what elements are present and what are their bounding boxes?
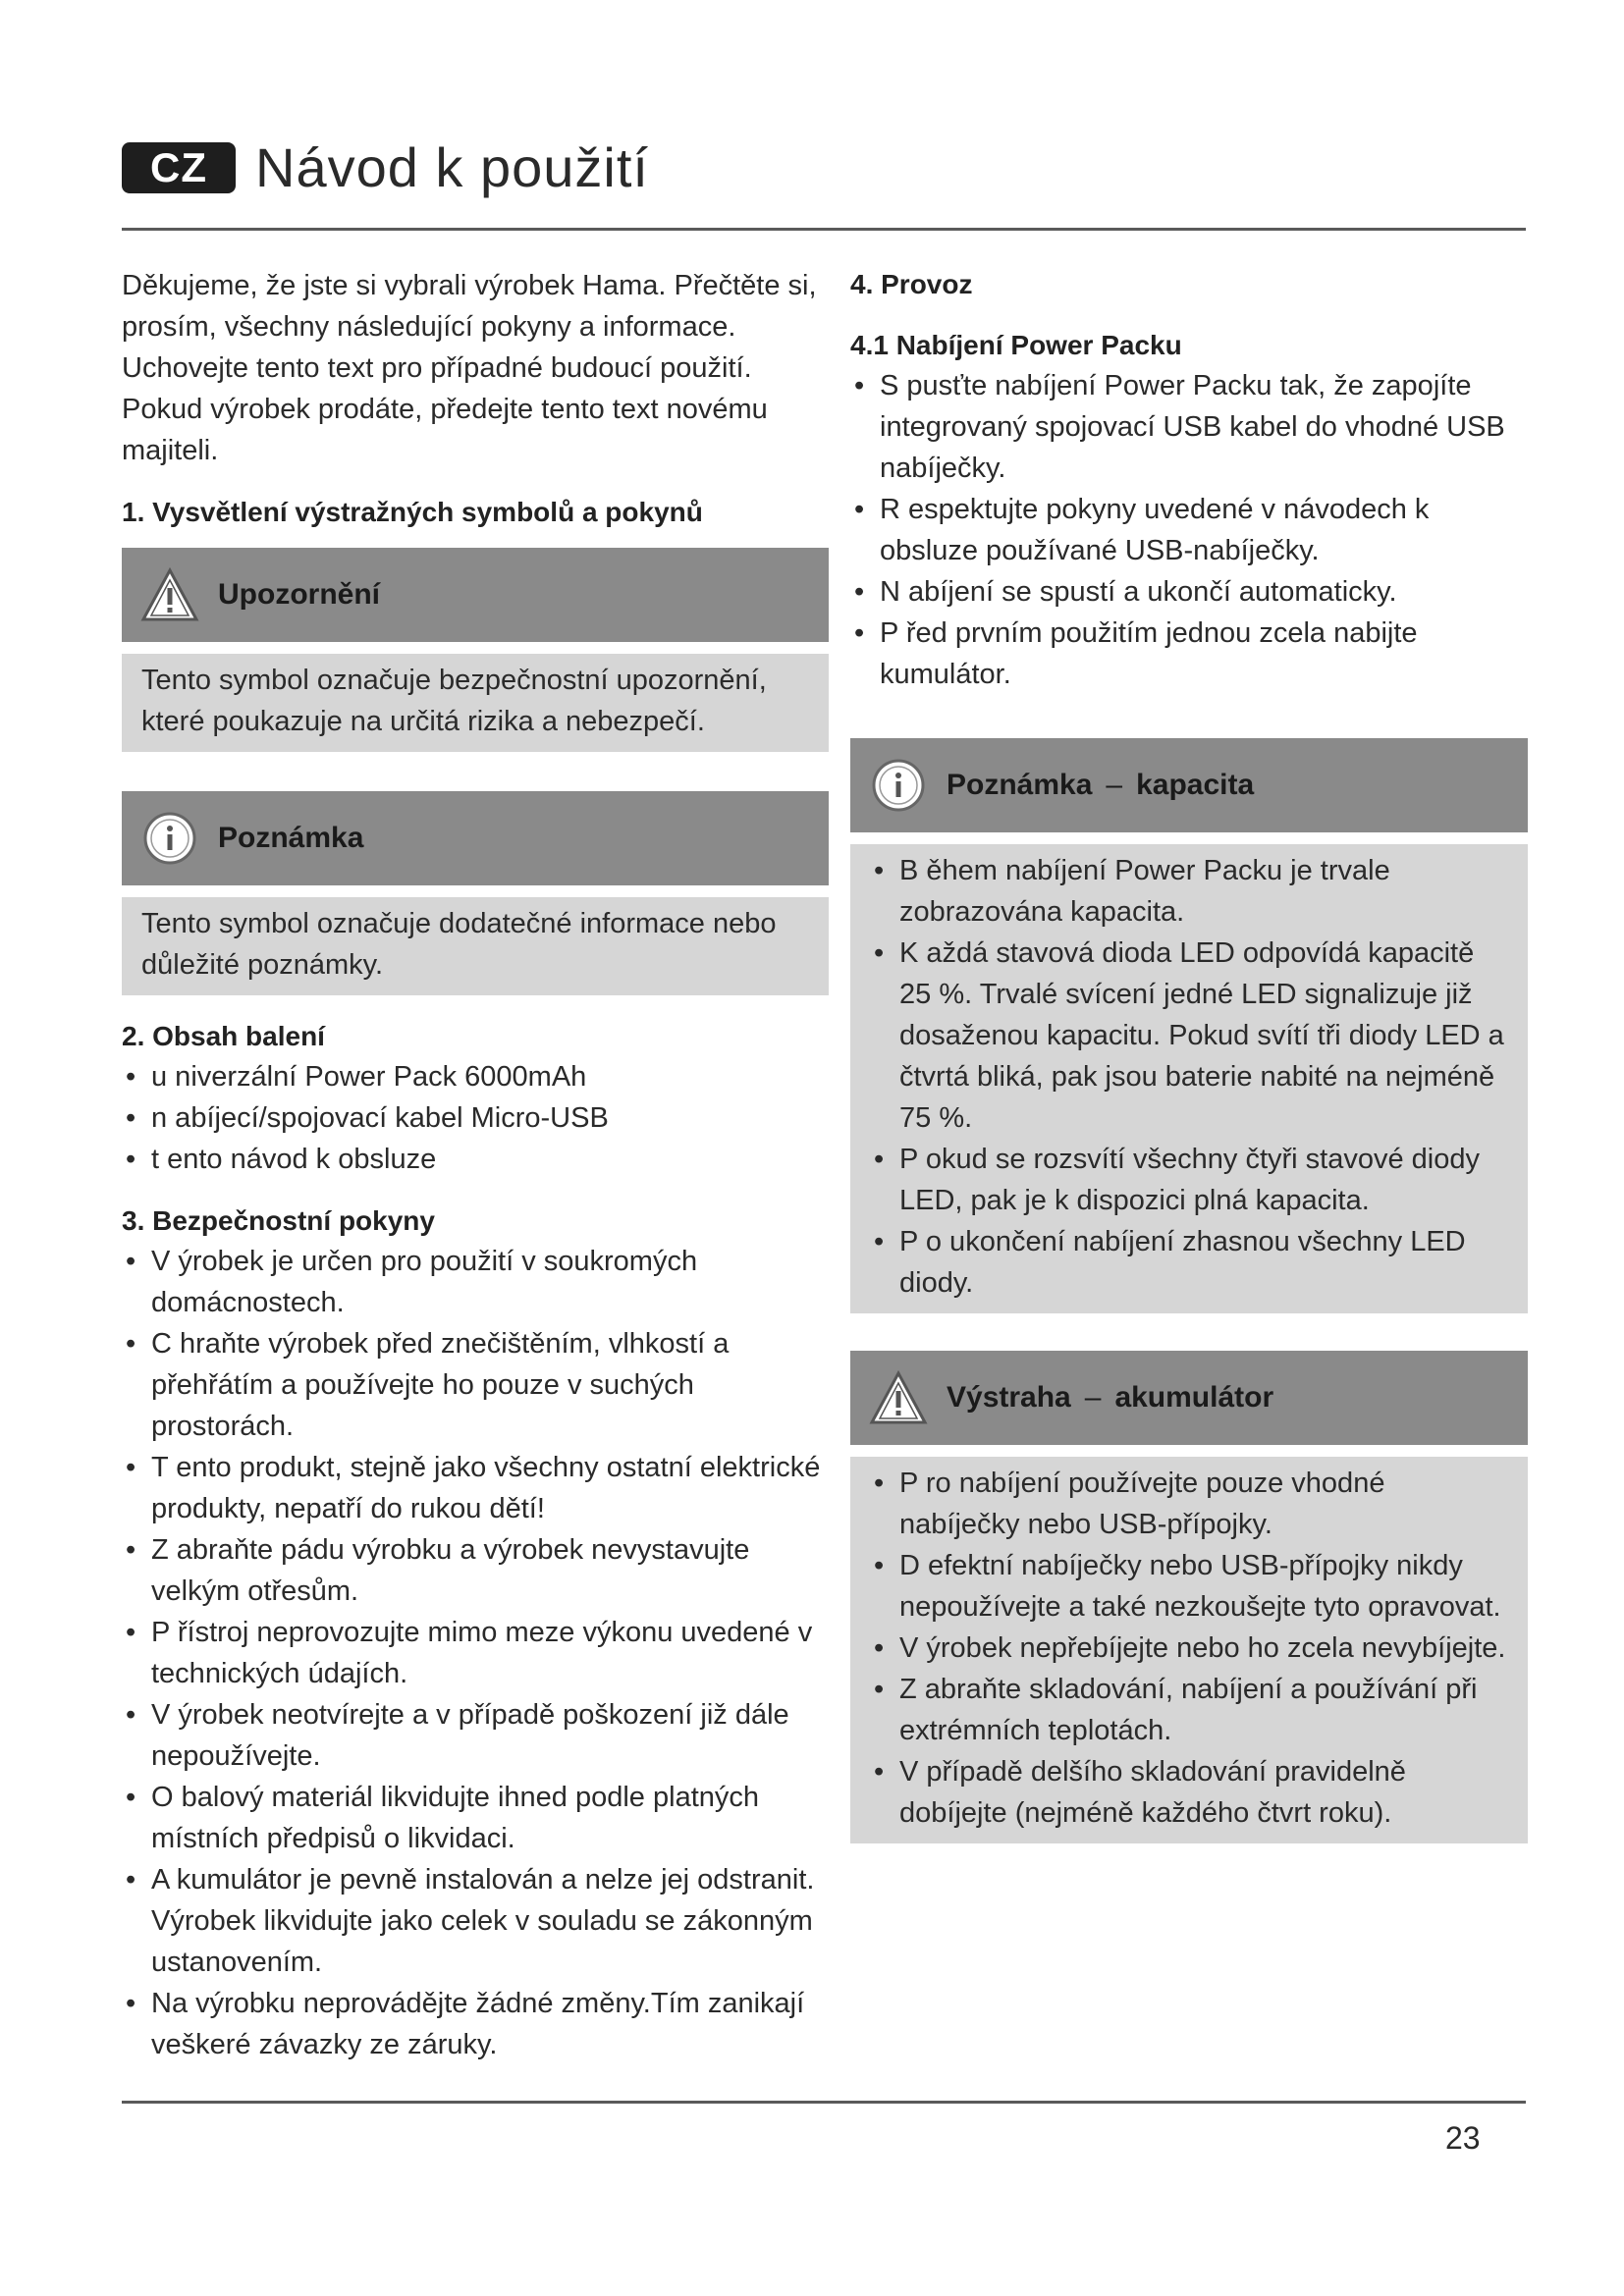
header-divider <box>122 228 1526 231</box>
list-item: • V ýrobek nepřebíjejte nebo ho zcela nevybíjejte. <box>870 1628 1510 1669</box>
right-column <box>850 265 1528 1843</box>
list-item: • P řed prvním použitím jednou zcela nabijte kumulátor. <box>850 613 1528 695</box>
list-item: • S pusťte nabíjení Power Packu tak, že zapojíte integrovaný spojovací USB kabel do vhodné USB nabíječky. <box>850 365 1528 489</box>
left-column <box>122 265 829 2065</box>
warning-box-body: Tento symbol označuje bezpečnostní upozornění, které poukazuje na určitá rizika a nebezpečí. <box>122 654 829 752</box>
list-item: • Z abraňte pádu výrobku a výrobek nevystavujte velkým otřesům. <box>122 1529 829 1612</box>
section-3-heading: 3. Bezpečnostní pokyny <box>122 1205 435 1236</box>
info-icon <box>139 810 200 867</box>
capacity-list <box>870 850 1510 1304</box>
list-item: • n abíjecí/spojovací kabel Micro-USB <box>122 1097 829 1139</box>
capacity-note-header <box>850 738 1528 832</box>
warning-box-header <box>122 548 829 642</box>
warning-triangle-icon <box>139 566 200 623</box>
list-item: • C hraňte výrobek před znečištěním, vlhkostí a přehřátím a používejte ho pouze v suchých prostorách. <box>122 1323 829 1447</box>
battery-warning-subtitle: akumulátor <box>1114 1381 1274 1414</box>
page-title: Návod k použití <box>255 136 649 198</box>
note-box-body: Tento symbol označuje dodatečné informace nebo důležité poznámky. <box>122 897 829 995</box>
list-item: • A kumulátor je pevně instalován a nelze jej odstranit. Výrobek likvidujte jako celek v souladu se zákonným ustanovením. <box>122 1859 829 1983</box>
note-box-title: Poznámka <box>218 822 364 854</box>
list-item: • V případě delšího skladování pravidelně dobíjejte (nejméně každého čtvrt roku). <box>870 1751 1510 1834</box>
note-box-header <box>122 791 829 885</box>
battery-warning-title: Výstraha <box>947 1381 1071 1414</box>
list-item: • R espektujte pokyny uvedené v návodech k obsluze používané USB-nabíječky. <box>850 489 1528 571</box>
list-item: • B ěhem nabíjení Power Packu je trvale zobrazována kapacita. <box>870 850 1510 933</box>
section-4-heading: 4. Provoz <box>850 269 973 299</box>
page-number: 23 <box>1445 2120 1481 2156</box>
page-header <box>122 135 649 199</box>
note-box <box>122 791 829 995</box>
charging-list <box>850 365 1528 695</box>
language-badge: CZ <box>122 142 236 193</box>
battery-warning-box <box>850 1351 1528 1843</box>
safety-list <box>122 1241 829 2065</box>
warning-box <box>122 548 829 752</box>
list-item: • P okud se rozsvítí všechny čtyři stavové diody LED, pak je k dispozici plná kapacita. <box>870 1139 1510 1221</box>
battery-warning-header <box>850 1351 1528 1445</box>
list-item: • P o ukončení nabíjení zhasnou všechny LED diody. <box>870 1221 1510 1304</box>
package-contents-list <box>122 1056 829 1180</box>
list-item: • V ýrobek neotvírejte a v případě poškození již dále nepoužívejte. <box>122 1694 829 1777</box>
list-item: • P ro nabíjení používejte pouze vhodné nabíječky nebo USB-přípojky. <box>870 1463 1510 1545</box>
info-icon <box>868 757 929 814</box>
list-item: • D efektní nabíječky nebo USB-přípojky nikdy nepoužívejte a také nezkoušejte tyto opravovat. <box>870 1545 1510 1628</box>
warning-box-title: Upozornění <box>218 578 380 611</box>
battery-warning-body <box>850 1457 1528 1843</box>
battery-warning-list <box>870 1463 1510 1834</box>
list-item: • u niverzální Power Pack 6000mAh <box>122 1056 829 1097</box>
capacity-note-box <box>850 738 1528 1313</box>
list-item: • O balový materiál likvidujte ihned podle platných místních předpisů o likvidaci. <box>122 1777 829 1859</box>
intro-text: Děkujeme, že jste si vybrali výrobek Hama. Přečtěte si, prosím, všechny následující pokyny a informace. Uchovejte tento text pro případné budoucí použití. Pokud výrobek prodáte, předejte tento text novému majiteli. <box>122 270 817 466</box>
section-1-heading: 1. Vysvětlení výstražných symbolů a pokynů <box>122 497 703 527</box>
list-item: • t ento návod k obsluze <box>122 1139 829 1180</box>
list-item: • Z abraňte skladování, nabíjení a používání při extrémních teplotách. <box>870 1669 1510 1751</box>
capacity-note-body <box>850 844 1528 1313</box>
list-item: • T ento produkt, stejně jako všechny ostatní elektrické produkty, nepatří do rukou dětí! <box>122 1447 829 1529</box>
capacity-note-title: Poznámka <box>947 769 1093 801</box>
list-item: • V ýrobek je určen pro použití v soukromých domácnostech. <box>122 1241 829 1323</box>
title-dash: – <box>1106 769 1123 801</box>
section-4-1-heading: 4.1 Nabíjení Power Packu <box>850 330 1182 360</box>
footer-divider <box>122 2101 1526 2104</box>
capacity-note-subtitle: kapacita <box>1136 769 1255 801</box>
title-dash: – <box>1084 1381 1102 1414</box>
list-item: • N abíjení se spustí a ukončí automaticky. <box>850 571 1528 613</box>
list-item: • K aždá stavová dioda LED odpovídá kapacitě 25 %. Trvalé svícení jedné LED signalizuje již dosaženou kapacitu. Pokud svítí tři diody LED a čtvrtá bliká, pak jsou baterie nabité na nejméně 75 %. <box>870 933 1510 1139</box>
warning-triangle-icon <box>868 1369 929 1426</box>
list-item: • P řístroj neprovozujte mimo meze výkonu uvedené v technických údajích. <box>122 1612 829 1694</box>
section-2-heading: 2. Obsah balení <box>122 1021 325 1051</box>
list-item: • Na výrobku neprovádějte žádné změny.Tím zanikají veškeré závazky ze záruky. <box>122 1983 829 2065</box>
